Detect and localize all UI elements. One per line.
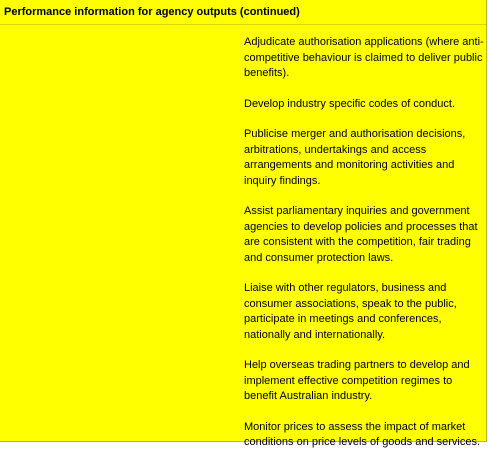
section-title: Performance information for agency outputs (continued) [4,6,300,18]
activity-item: Publicise merger and authorisation decisions, arbitrations, undertakings and access arrangements and monitoring activities and inquiry findings. [244,128,466,187]
activities-column [244,35,484,466]
activity-item: Develop industry specific codes of conduct. [244,97,455,110]
activity-item: Liaise with other regulators, business and consumer associations, speak to the public, participate in meetings and conferences, nationally and internationally. [244,282,457,341]
activity-item: Monitor prices to assess the impact of market conditions on price levels of goods and services. [244,420,481,448]
activity-item: Adjudicate authorisation applications (where anti-competitive behaviour is claimed to deliver public benefits). [244,36,484,79]
header-row [0,0,486,25]
activity-item: Assist parliamentary inquiries and government agencies to develop policies and processes that are consistent with the competition, fair trading and consumer protection laws. [244,205,478,264]
activity-item: Help overseas trading partners to develop and implement effective competition regimes to benefit Australian industry. [244,359,470,402]
